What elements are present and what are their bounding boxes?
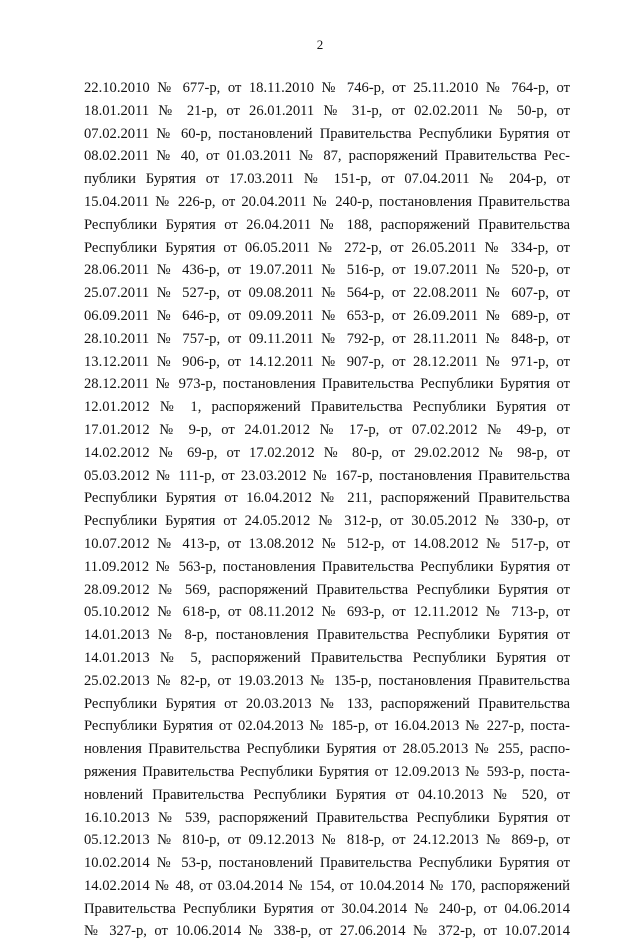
text-line: 05.10.2012 № 618-р, от 08.11.2012 № 693-р, от 12.11.2012 № 713-р, от [84, 604, 570, 621]
text-line: 10.07.2012 № 413-р, от 13.08.2012 № 512-р, от 14.08.2012 № 517-р, от [84, 535, 570, 552]
text-line: 25.02.2013 № 82-р, от 19.03.2013 № 135-р, постановления Правительства [84, 672, 570, 689]
text-line: Республики Бурятия от 06.05.2011 № 272-р, от 26.05.2011 № 334-р, от [84, 239, 570, 256]
text-line: 28.10.2011 № 757-р, от 09.11.2011 № 792-р, от 28.11.2011 № 848-р, от [84, 330, 570, 347]
text-line: Республики Бурятия от 26.04.2011 № 188, распоряжений Правительства [84, 216, 570, 233]
text-line: 28.09.2012 № 569, распоряжений Правительства Республики Бурятия от [84, 581, 570, 598]
text-line: 05.03.2012 № 111-р, от 23.03.2012 № 167-р, постановления Правительства [84, 467, 570, 484]
text-line: Республики Бурятия от 20.03.2013 № 133, распоряжений Правительства [84, 695, 570, 712]
text-line: Республики Бурятия от 16.04.2012 № 211, распоряжений Правительства [84, 490, 570, 507]
document-body [84, 77, 570, 943]
text-line: новления Правительства Республики Бурятия от 28.05.2013 № 255, распо- [84, 741, 570, 758]
text-line: 13.12.2011 № 906-р, от 14.12.2011 № 907-р, от 28.12.2011 № 971-р, от [84, 353, 570, 370]
text-line: 25.07.2011 № 527-р, от 09.08.2011 № 564-р, от 22.08.2011 № 607-р, от [84, 285, 570, 302]
text-line: 15.04.2011 № 226-р, от 20.04.2011 № 240-р, постановления Правительства [84, 193, 570, 210]
text-line: 28.12.2011 № 973-р, постановления Правительства Республики Бурятия от [84, 376, 570, 393]
text-line: 14.02.2012 № 69-р, от 17.02.2012 № 80-р, от 29.02.2012 № 98-р, от [84, 444, 570, 461]
text-line: 11.09.2012 № 563-р, постановления Правительства Республики Бурятия от [84, 558, 570, 575]
text-line: 10.02.2014 № 53-р, постановлений Правительства Республики Бурятия от [84, 855, 570, 872]
text-line: Республики Бурятия от 24.05.2012 № 312-р, от 30.05.2012 № 330-р, от [84, 513, 570, 530]
text-line: 14.02.2014 № 48, от 03.04.2014 № 154, от 10.04.2014 № 170, распоряжений [84, 877, 570, 894]
page-number: 2 [316, 37, 324, 52]
text-line: 05.12.2013 № 810-р, от 09.12.2013 № 818-р, от 24.12.2013 № 869-р, от [84, 832, 570, 849]
text-line: 22.10.2010 № 677-р, от 18.11.2010 № 746-р, от 25.11.2010 № 764-р, от [84, 80, 570, 96]
text-line: 17.01.2012 № 9-р, от 24.01.2012 № 17-р, от 07.02.2012 № 49-р, от [84, 421, 570, 438]
text-line: 16.10.2013 № 539, распоряжений Правительства Республики Бурятия от [84, 809, 570, 826]
text-line: 12.01.2012 № 1, распоряжений Правительства Республики Бурятия от [84, 399, 570, 416]
text-line: публики Бурятия от 17.03.2011 № 151-р, от 07.04.2011 № 204-р, от [84, 171, 570, 188]
text-line: 14.01.2013 № 5, распоряжений Правительства Республики Бурятия от [84, 649, 570, 666]
text-line: новлений Правительства Республики Бурятия от 04.10.2013 № 520, от [84, 786, 570, 803]
text-line: 18.01.2011 № 21-р, от 26.01.2011 № 31-р, от 02.02.2011 № 50-р, от [84, 102, 570, 119]
text-line: 08.02.2011 № 40, от 01.03.2011 № 87, распоряжений Правительства Рес- [84, 148, 570, 165]
text-line: 14.01.2013 № 8-р, постановления Правительства Республики Бурятия от [84, 627, 570, 644]
text-line: № 327-р, от 10.06.2014 № 338-р, от 27.06.2014 № 372-р, от 10.07.2014 [84, 923, 570, 940]
text-line: 07.02.2011 № 60-р, постановлений Правительства Республики Бурятия от [84, 125, 570, 142]
text-line: Правительства Республики Бурятия от 30.04.2014 № 240-р, от 04.06.2014 [84, 900, 570, 917]
text-line: 06.09.2011 № 646-р, от 09.09.2011 № 653-р, от 26.09.2011 № 689-р, от [84, 307, 570, 324]
text-line: 28.06.2011 № 436-р, от 19.07.2011 № 516-р, от 19.07.2011 № 520-р, от [84, 262, 570, 279]
text-line: Республики Бурятия от 02.04.2013 № 185-р, от 16.04.2013 № 227-р, поста- [84, 718, 570, 735]
text-line: ряжения Правительства Республики Бурятия от 12.09.2013 № 593-р, поста- [84, 763, 570, 780]
